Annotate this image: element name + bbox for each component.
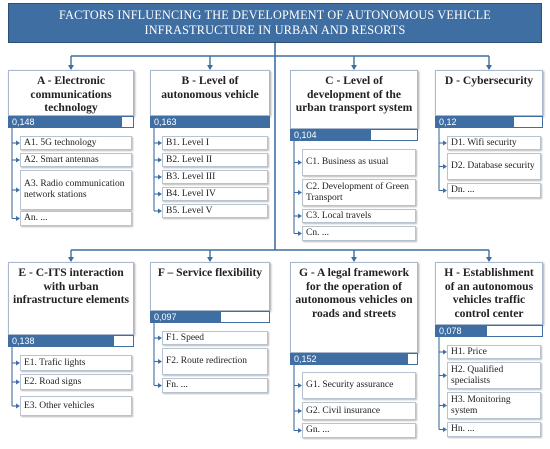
sub-factor-item: A3. Radio communication network stations (20, 170, 132, 210)
weight-bar (150, 116, 270, 128)
sub-factor-item: B3. Level III (162, 170, 268, 184)
weight-bar (435, 325, 543, 337)
factor-box: E - C-ITS interaction with urban infrastructure elements (8, 262, 134, 335)
sub-factor-item: D2. Database security (447, 153, 541, 180)
sub-factor-item: B1. Level I (162, 136, 268, 150)
sub-factor-item: B5. Level V (162, 204, 268, 218)
factor-box: H - Establishment of an autonomous vehicles traffic control center (435, 262, 543, 325)
weight-value: 0,12 (439, 117, 457, 127)
sub-factor-item: An. ... (20, 211, 132, 226)
factor-box: A - Electronic communications technology (8, 70, 134, 116)
weight-bar (435, 116, 543, 128)
sub-factor-item: B2. Level II (162, 153, 268, 167)
sub-factor-item: Gn. ... (302, 423, 416, 438)
sub-factor-item: B4. Level IV (162, 187, 268, 201)
diagram-title: FACTORS INFLUENCING THE DEVELOPMENT OF AUTONOMOUS VEHICLE INFRASTRUCTURE IN URBAN AND RESORTS (8, 3, 542, 43)
sub-factor-item: Hn. ... (447, 422, 541, 437)
weight-value: 0,163 (154, 117, 177, 127)
sub-factor-item: G2. Civil insurance (302, 402, 416, 420)
factor-box: F – Service flexibility (150, 262, 270, 311)
sub-factor-item: F1. Speed (162, 331, 268, 345)
sub-factor-item: C1. Business as usual (302, 149, 416, 176)
sub-factor-item: Fn. ... (162, 378, 268, 393)
sub-factor-item: Cn. ... (302, 226, 416, 241)
weight-bar (8, 335, 134, 347)
weight-value: 0,097 (154, 312, 177, 322)
weight-bar (290, 129, 418, 141)
sub-factor-item: E3. Other vehicles (20, 396, 132, 416)
sub-factor-item: H3. Monitoring system (447, 392, 541, 419)
factor-box: C - Level of development of the urban transport system (290, 70, 418, 129)
sub-factor-item: A1. 5G technology (20, 136, 132, 150)
sub-factor-item: H1. Price (447, 345, 541, 359)
weight-value: 0,104 (294, 130, 317, 140)
factor-box: G - A legal framework for the operation of autonomous vehicles on roads and streets (290, 262, 418, 353)
sub-factor-item: C3. Local travels (302, 209, 416, 223)
factor-box: D - Cybersecurity (435, 70, 543, 116)
sub-factor-item: F2. Route redirection (162, 348, 268, 375)
sub-factor-item: H2. Qualified specialists (447, 362, 541, 389)
weight-bar (290, 353, 418, 365)
sub-factor-item: D1. Wifi security (447, 136, 541, 150)
sub-factor-item: E1. Trafic lights (20, 355, 132, 371)
sub-factor-item: C2. Development of Green Transport (302, 179, 416, 206)
weight-value: 0,148 (12, 117, 35, 127)
factor-box: B - Level of autonomous vehicle (150, 70, 270, 116)
weight-value: 0,138 (12, 336, 35, 346)
sub-factor-item: A2. Smart antennas (20, 153, 132, 167)
sub-factor-item: G1. Security assurance (302, 372, 416, 399)
weight-bar (8, 116, 134, 128)
sub-factor-item: E2. Road signs (20, 374, 132, 390)
weight-value: 0,078 (439, 326, 462, 336)
sub-factor-item: Dn. ... (447, 183, 541, 198)
weight-bar (150, 311, 270, 323)
weight-value: 0,152 (294, 354, 317, 364)
